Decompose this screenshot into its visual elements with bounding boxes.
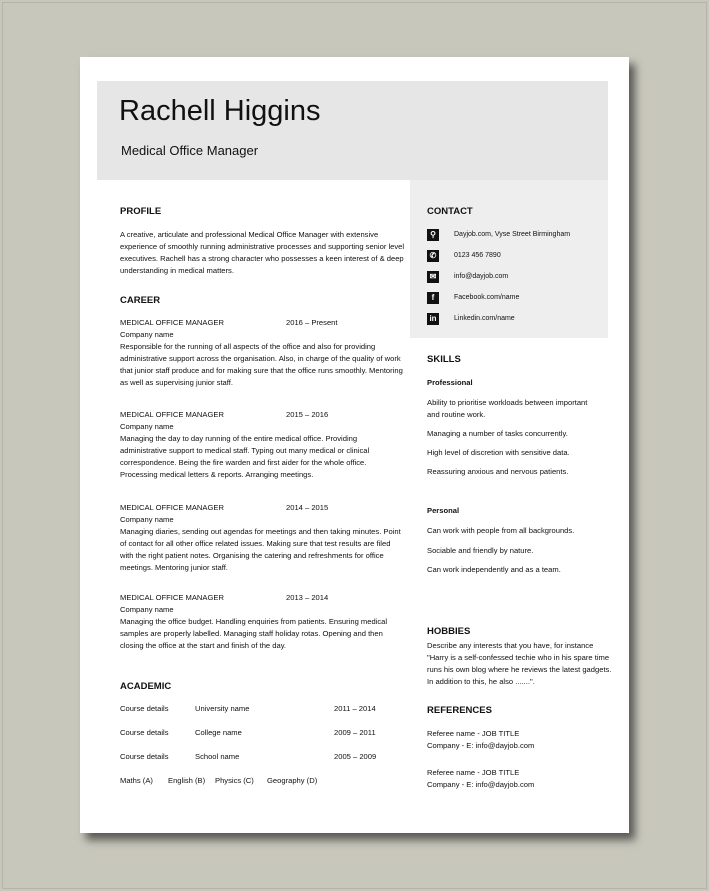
- academic-dates: 2005 – 2009: [334, 752, 377, 761]
- job-dates: 2016 – Present: [286, 318, 338, 327]
- academic-course: Course details: [120, 728, 169, 737]
- academic-grade: Maths (A): [120, 776, 153, 785]
- academic-grade: English (B): [168, 776, 206, 785]
- skill-item: High level of discretion with sensitive data.: [427, 448, 570, 457]
- contact-heading: CONTACT: [427, 206, 473, 217]
- job-company: Company name: [120, 330, 174, 339]
- references-heading: REFERENCES: [427, 705, 492, 716]
- job-description: Managing the office budget. Handling enquiries from patients. Ensuring medical samples are properly labelled. Managing staff holiday rotas. Opening and then closing the office at the start and finish of the day.: [120, 617, 388, 650]
- contact-item-text: Dayjob.com, Vyse Street Birmingham: [454, 231, 571, 238]
- contact-item-text: Facebook.com/name: [454, 294, 520, 301]
- job-company: Company name: [120, 422, 174, 431]
- profile-heading: PROFILE: [120, 206, 162, 217]
- hobbies-text: Describe any interests that you have, for instance "Harry is a self-confessed techie who in his spare time runs his own blog where he reviews the latest gadgets. In addition to this, he also .......".: [427, 641, 612, 686]
- linkedin-icon: in: [427, 313, 439, 325]
- academic-school: University name: [195, 704, 250, 713]
- job-description: Managing diaries, sending out agendas for meetings and then taking minutes. Point of contact for all other office related issues. Making sure that test results are filed with the right patient notes. Organising the catering and refreshments for office meetings. Mentoring junior staff.: [120, 527, 401, 572]
- academic-heading: ACADEMIC: [120, 681, 172, 692]
- skill-item: Can work independently and as a team.: [427, 565, 561, 574]
- reference-name: Referee name - JOB TITLE: [427, 729, 520, 738]
- skills-personal-label: Personal: [427, 506, 460, 515]
- academic-course: Course details: [120, 704, 169, 713]
- job-dates: 2015 – 2016: [286, 410, 329, 419]
- job-description: Managing the day to day running of the entire medical office. Providing administrative support to medical staff. Typing out many medical or clinical correspondence. Being the fire warden and first aider for the whole office. Processing medical letters & reports. Arranging meetings.: [120, 434, 370, 479]
- academic-dates: 2011 – 2014: [334, 704, 376, 713]
- job-description: Responsible for the running of all aspects of the office and also for providing administrative support across the organisation. Also, in charge of the quality of work that junior staff produce and for making sure that the office runs smoothly. Mentoring as well as supervising junior staff.: [120, 342, 403, 387]
- skill-item: Ability to prioritise workloads between important and routine work.: [427, 398, 588, 419]
- skill-item: Managing a number of tasks concurrently.: [427, 429, 568, 438]
- job-role: MEDICAL OFFICE MANAGER: [120, 410, 224, 419]
- hobbies-heading: HOBBIES: [427, 626, 471, 637]
- job-company: Company name: [120, 515, 174, 524]
- header: [97, 81, 608, 180]
- skill-item: Can work with people from all backgrounds.: [427, 526, 575, 535]
- academic-dates: 2009 – 2011: [334, 728, 376, 737]
- profile-text: A creative, articulate and professional Medical Office Manager with extensive experience of smoothly running administrative processes and supporting senior level executives. Rachell has a strong character who possesses a keen interest of & deep understanding in medical matters.: [120, 230, 405, 275]
- skill-item: Reassuring anxious and nervous patients.: [427, 467, 569, 476]
- contact-item-text: Linkedin.com/name: [454, 315, 515, 322]
- reference-name: Referee name - JOB TITLE: [427, 768, 520, 777]
- candidate-name: Rachell Higgins: [119, 95, 321, 127]
- email-icon: ✉: [427, 271, 439, 283]
- contact-panel: [410, 180, 608, 338]
- skills-heading: SKILLS: [427, 354, 461, 365]
- job-role: MEDICAL OFFICE MANAGER: [120, 593, 224, 602]
- academic-school: College name: [195, 728, 242, 737]
- academic-grade: Physics (C): [215, 776, 254, 785]
- phone-icon: ✆: [427, 250, 439, 262]
- reference-company: Company - E: info@dayjob.com: [427, 780, 535, 789]
- academic-school: School name: [195, 752, 240, 761]
- contact-item-text: info@dayjob.com: [454, 273, 509, 280]
- facebook-icon: f: [427, 292, 439, 304]
- academic-grade: Geography (D): [267, 776, 318, 785]
- career-heading: CAREER: [120, 295, 161, 306]
- location-pin-icon: ⚲: [427, 229, 439, 241]
- job-dates: 2014 – 2015: [286, 503, 329, 512]
- job-role: MEDICAL OFFICE MANAGER: [120, 503, 224, 512]
- job-title: Medical Office Manager: [121, 143, 259, 158]
- job-dates: 2013 – 2014: [286, 593, 329, 602]
- academic-course: Course details: [120, 752, 169, 761]
- resume-page: [80, 57, 629, 833]
- skills-professional-label: Professional: [427, 378, 473, 387]
- skill-item: Sociable and friendly by nature.: [427, 545, 534, 555]
- job-company: Company name: [120, 605, 174, 614]
- job-role: MEDICAL OFFICE MANAGER: [120, 318, 224, 327]
- contact-item-text: 0123 456 7890: [454, 252, 501, 259]
- reference-company: Company - E: info@dayjob.com: [427, 741, 535, 750]
